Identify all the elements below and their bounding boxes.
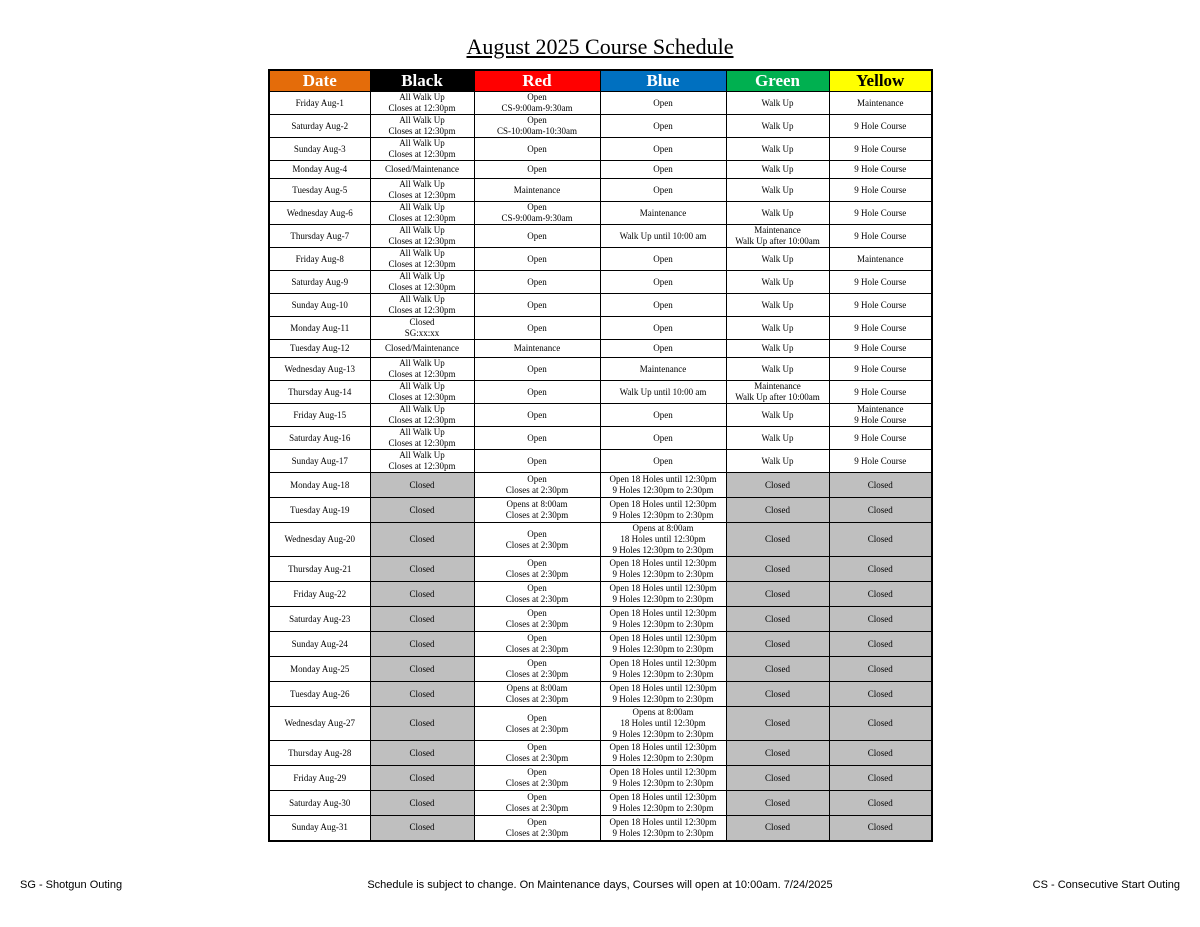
cell-yellow: 9 Hole Course bbox=[829, 179, 932, 202]
cell-red: Opens at 8:00am Closes at 2:30pm bbox=[474, 682, 600, 707]
cell-blue: Walk Up until 10:00 am bbox=[600, 381, 726, 404]
cell-green: Walk Up bbox=[726, 358, 829, 381]
cell-green: Walk Up bbox=[726, 202, 829, 225]
cell-red: Open Closes at 2:30pm bbox=[474, 632, 600, 657]
cell-green: Walk Up bbox=[726, 404, 829, 427]
cell-blue: Open bbox=[600, 271, 726, 294]
cell-blue: Opens at 8:00am 18 Holes until 12:30pm 9 Holes 12:30pm to 2:30pm bbox=[600, 523, 726, 557]
cell-black: Closed bbox=[370, 791, 474, 816]
cell-green: Closed bbox=[726, 607, 829, 632]
cell-date: Saturday Aug-2 bbox=[269, 115, 370, 138]
table-row bbox=[269, 202, 932, 225]
cell-green: Walk Up bbox=[726, 248, 829, 271]
cell-date: Monday Aug-25 bbox=[269, 657, 370, 682]
cell-yellow: 9 Hole Course bbox=[829, 381, 932, 404]
cell-yellow: Closed bbox=[829, 557, 932, 582]
cell-black: Closed bbox=[370, 582, 474, 607]
table-row bbox=[269, 225, 932, 248]
cell-black: Closed bbox=[370, 632, 474, 657]
cell-red: Open CS-10:00am-10:30am bbox=[474, 115, 600, 138]
cell-red: Open Closes at 2:30pm bbox=[474, 473, 600, 498]
cell-green: Walk Up bbox=[726, 317, 829, 340]
table-row bbox=[269, 741, 932, 766]
cell-black: Closed bbox=[370, 741, 474, 766]
cell-red: Open Closes at 2:30pm bbox=[474, 766, 600, 791]
schedule-body bbox=[269, 92, 932, 841]
cell-green: Closed bbox=[726, 741, 829, 766]
cell-green: Walk Up bbox=[726, 340, 829, 358]
cell-green: Closed bbox=[726, 498, 829, 523]
table-row bbox=[269, 607, 932, 632]
cell-blue: Open bbox=[600, 161, 726, 179]
cell-black: All Walk Up Closes at 12:30pm bbox=[370, 358, 474, 381]
cell-yellow: 9 Hole Course bbox=[829, 138, 932, 161]
cell-black: Closed bbox=[370, 816, 474, 841]
cell-date: Wednesday Aug-6 bbox=[269, 202, 370, 225]
cell-black: All Walk Up Closes at 12:30pm bbox=[370, 450, 474, 473]
cell-black: Closed bbox=[370, 557, 474, 582]
cell-blue: Open bbox=[600, 92, 726, 115]
cell-date: Saturday Aug-23 bbox=[269, 607, 370, 632]
cell-date: Saturday Aug-30 bbox=[269, 791, 370, 816]
table-row bbox=[269, 115, 932, 138]
cell-black: Closed SG:xx:xx bbox=[370, 317, 474, 340]
cell-blue: Open 18 Holes until 12:30pm 9 Holes 12:30pm to 2:30pm bbox=[600, 632, 726, 657]
cell-red: Open Closes at 2:30pm bbox=[474, 816, 600, 841]
cell-red: Open Closes at 2:30pm bbox=[474, 707, 600, 741]
cell-yellow: Closed bbox=[829, 791, 932, 816]
cell-date: Tuesday Aug-5 bbox=[269, 179, 370, 202]
cell-black: All Walk Up Closes at 12:30pm bbox=[370, 404, 474, 427]
cell-yellow: 9 Hole Course bbox=[829, 294, 932, 317]
cell-red: Open bbox=[474, 248, 600, 271]
cell-blue: Open 18 Holes until 12:30pm 9 Holes 12:30pm to 2:30pm bbox=[600, 582, 726, 607]
cell-blue: Open bbox=[600, 138, 726, 161]
cell-yellow: Closed bbox=[829, 657, 932, 682]
cell-blue: Open 18 Holes until 12:30pm 9 Holes 12:30pm to 2:30pm bbox=[600, 766, 726, 791]
cell-red: Open bbox=[474, 381, 600, 404]
cell-yellow: Closed bbox=[829, 582, 932, 607]
cell-red: Open bbox=[474, 161, 600, 179]
cell-red: Open bbox=[474, 317, 600, 340]
cell-date: Thursday Aug-14 bbox=[269, 381, 370, 404]
footer-legend-shotgun: SG - Shotgun Outing bbox=[20, 879, 123, 891]
cell-red: Open CS-9:00am-9:30am bbox=[474, 202, 600, 225]
cell-yellow: Closed bbox=[829, 607, 932, 632]
cell-yellow: 9 Hole Course bbox=[829, 202, 932, 225]
course-schedule-table bbox=[268, 69, 933, 842]
table-row bbox=[269, 358, 932, 381]
cell-date: Tuesday Aug-26 bbox=[269, 682, 370, 707]
cell-blue: Maintenance bbox=[600, 202, 726, 225]
cell-blue: Open 18 Holes until 12:30pm 9 Holes 12:30pm to 2:30pm bbox=[600, 657, 726, 682]
cell-green: Walk Up bbox=[726, 294, 829, 317]
cell-black: Closed bbox=[370, 523, 474, 557]
column-header-black: Black bbox=[370, 70, 474, 92]
cell-blue: Open 18 Holes until 12:30pm 9 Holes 12:30pm to 2:30pm bbox=[600, 607, 726, 632]
cell-red: Open bbox=[474, 271, 600, 294]
cell-red: Open bbox=[474, 358, 600, 381]
cell-blue: Open bbox=[600, 317, 726, 340]
cell-date: Friday Aug-22 bbox=[269, 582, 370, 607]
cell-black: All Walk Up Closes at 12:30pm bbox=[370, 179, 474, 202]
cell-black: Closed/Maintenance bbox=[370, 340, 474, 358]
column-header-red: Red bbox=[474, 70, 600, 92]
table-row bbox=[269, 317, 932, 340]
footer-note: Schedule is subject to change. On Maintenance days, Courses will open at 10:00am. 7/24/2025 bbox=[367, 879, 833, 891]
cell-green: Closed bbox=[726, 816, 829, 841]
cell-date: Wednesday Aug-13 bbox=[269, 358, 370, 381]
cell-red: Open bbox=[474, 404, 600, 427]
cell-blue: Open bbox=[600, 427, 726, 450]
cell-black: All Walk Up Closes at 12:30pm bbox=[370, 294, 474, 317]
header-row bbox=[269, 70, 932, 92]
table-row bbox=[269, 381, 932, 404]
cell-yellow: Closed bbox=[829, 741, 932, 766]
cell-yellow: 9 Hole Course bbox=[829, 427, 932, 450]
cell-yellow: Closed bbox=[829, 523, 932, 557]
cell-red: Open bbox=[474, 138, 600, 161]
cell-green: Walk Up bbox=[726, 450, 829, 473]
cell-blue: Maintenance bbox=[600, 358, 726, 381]
cell-blue: Open bbox=[600, 340, 726, 358]
cell-date: Saturday Aug-9 bbox=[269, 271, 370, 294]
cell-date: Thursday Aug-28 bbox=[269, 741, 370, 766]
cell-black: All Walk Up Closes at 12:30pm bbox=[370, 115, 474, 138]
cell-black: All Walk Up Closes at 12:30pm bbox=[370, 427, 474, 450]
cell-black: Closed/Maintenance bbox=[370, 161, 474, 179]
cell-red: Open Closes at 2:30pm bbox=[474, 741, 600, 766]
cell-red: Open bbox=[474, 294, 600, 317]
table-row bbox=[269, 557, 932, 582]
cell-black: Closed bbox=[370, 473, 474, 498]
cell-yellow: 9 Hole Course bbox=[829, 225, 932, 248]
cell-yellow: 9 Hole Course bbox=[829, 271, 932, 294]
cell-yellow: 9 Hole Course bbox=[829, 317, 932, 340]
cell-blue: Opens at 8:00am 18 Holes until 12:30pm 9 Holes 12:30pm to 2:30pm bbox=[600, 707, 726, 741]
cell-black: All Walk Up Closes at 12:30pm bbox=[370, 271, 474, 294]
cell-black: All Walk Up Closes at 12:30pm bbox=[370, 138, 474, 161]
table-row bbox=[269, 816, 932, 841]
cell-green: Walk Up bbox=[726, 179, 829, 202]
cell-black: Closed bbox=[370, 607, 474, 632]
cell-yellow: Maintenance bbox=[829, 248, 932, 271]
cell-date: Sunday Aug-17 bbox=[269, 450, 370, 473]
cell-red: Open Closes at 2:30pm bbox=[474, 557, 600, 582]
cell-yellow: 9 Hole Course bbox=[829, 450, 932, 473]
cell-green: Closed bbox=[726, 657, 829, 682]
table-row bbox=[269, 138, 932, 161]
cell-red: Open CS-9:00am-9:30am bbox=[474, 92, 600, 115]
cell-blue: Open 18 Holes until 12:30pm 9 Holes 12:30pm to 2:30pm bbox=[600, 741, 726, 766]
cell-date: Thursday Aug-7 bbox=[269, 225, 370, 248]
cell-green: Walk Up bbox=[726, 115, 829, 138]
cell-black: All Walk Up Closes at 12:30pm bbox=[370, 225, 474, 248]
cell-green: Walk Up bbox=[726, 427, 829, 450]
cell-blue: Walk Up until 10:00 am bbox=[600, 225, 726, 248]
cell-green: Closed bbox=[726, 523, 829, 557]
cell-blue: Open bbox=[600, 115, 726, 138]
cell-blue: Open 18 Holes until 12:30pm 9 Holes 12:30pm to 2:30pm bbox=[600, 557, 726, 582]
cell-green: Walk Up bbox=[726, 271, 829, 294]
cell-yellow: Maintenance 9 Hole Course bbox=[829, 404, 932, 427]
table-row bbox=[269, 92, 932, 115]
cell-red: Open bbox=[474, 427, 600, 450]
cell-yellow: Closed bbox=[829, 632, 932, 657]
cell-yellow: 9 Hole Course bbox=[829, 161, 932, 179]
cell-blue: Open 18 Holes until 12:30pm 9 Holes 12:30pm to 2:30pm bbox=[600, 816, 726, 841]
cell-green: Closed bbox=[726, 791, 829, 816]
table-row bbox=[269, 632, 932, 657]
cell-green: Closed bbox=[726, 473, 829, 498]
cell-black: All Walk Up Closes at 12:30pm bbox=[370, 248, 474, 271]
cell-black: Closed bbox=[370, 657, 474, 682]
table-row bbox=[269, 582, 932, 607]
cell-blue: Open bbox=[600, 294, 726, 317]
cell-black: Closed bbox=[370, 498, 474, 523]
cell-yellow: Closed bbox=[829, 498, 932, 523]
table-row bbox=[269, 161, 932, 179]
cell-green: Maintenance Walk Up after 10:00am bbox=[726, 381, 829, 404]
column-header-date: Date bbox=[269, 70, 370, 92]
cell-yellow: Closed bbox=[829, 473, 932, 498]
table-row bbox=[269, 179, 932, 202]
table-row bbox=[269, 766, 932, 791]
cell-green: Closed bbox=[726, 582, 829, 607]
table-row bbox=[269, 682, 932, 707]
cell-green: Closed bbox=[726, 632, 829, 657]
cell-blue: Open 18 Holes until 12:30pm 9 Holes 12:30pm to 2:30pm bbox=[600, 682, 726, 707]
cell-black: All Walk Up Closes at 12:30pm bbox=[370, 381, 474, 404]
cell-black: Closed bbox=[370, 707, 474, 741]
column-header-green: Green bbox=[726, 70, 829, 92]
cell-yellow: Closed bbox=[829, 682, 932, 707]
cell-date: Monday Aug-18 bbox=[269, 473, 370, 498]
cell-date: Sunday Aug-24 bbox=[269, 632, 370, 657]
cell-yellow: Closed bbox=[829, 707, 932, 741]
cell-red: Open Closes at 2:30pm bbox=[474, 657, 600, 682]
cell-blue: Open bbox=[600, 404, 726, 427]
cell-date: Tuesday Aug-12 bbox=[269, 340, 370, 358]
cell-green: Closed bbox=[726, 766, 829, 791]
cell-black: Closed bbox=[370, 682, 474, 707]
table-row bbox=[269, 707, 932, 741]
cell-green: Maintenance Walk Up after 10:00am bbox=[726, 225, 829, 248]
cell-black: Closed bbox=[370, 766, 474, 791]
cell-blue: Open bbox=[600, 179, 726, 202]
cell-yellow: Maintenance bbox=[829, 92, 932, 115]
table-row bbox=[269, 248, 932, 271]
cell-green: Closed bbox=[726, 682, 829, 707]
table-row bbox=[269, 450, 932, 473]
cell-date: Friday Aug-29 bbox=[269, 766, 370, 791]
cell-green: Closed bbox=[726, 707, 829, 741]
cell-date: Monday Aug-11 bbox=[269, 317, 370, 340]
table-row bbox=[269, 340, 932, 358]
table-row bbox=[269, 404, 932, 427]
table-row bbox=[269, 427, 932, 450]
table-row bbox=[269, 294, 932, 317]
cell-date: Friday Aug-15 bbox=[269, 404, 370, 427]
cell-red: Open bbox=[474, 225, 600, 248]
cell-yellow: 9 Hole Course bbox=[829, 340, 932, 358]
cell-date: Sunday Aug-31 bbox=[269, 816, 370, 841]
column-header-blue: Blue bbox=[600, 70, 726, 92]
footer-legend-consecutive: CS - Consecutive Start Outing bbox=[1032, 879, 1180, 891]
cell-date: Wednesday Aug-20 bbox=[269, 523, 370, 557]
cell-red: Open bbox=[474, 450, 600, 473]
cell-yellow: 9 Hole Course bbox=[829, 115, 932, 138]
page-title: August 2025 Course Schedule bbox=[466, 34, 734, 59]
cell-blue: Open 18 Holes until 12:30pm 9 Holes 12:30pm to 2:30pm bbox=[600, 473, 726, 498]
cell-date: Thursday Aug-21 bbox=[269, 557, 370, 582]
cell-date: Friday Aug-8 bbox=[269, 248, 370, 271]
cell-red: Open Closes at 2:30pm bbox=[474, 582, 600, 607]
cell-green: Closed bbox=[726, 557, 829, 582]
column-header-yellow: Yellow bbox=[829, 70, 932, 92]
cell-date: Sunday Aug-3 bbox=[269, 138, 370, 161]
cell-blue: Open 18 Holes until 12:30pm 9 Holes 12:30pm to 2:30pm bbox=[600, 791, 726, 816]
cell-red: Open Closes at 2:30pm bbox=[474, 523, 600, 557]
table-row bbox=[269, 657, 932, 682]
cell-black: All Walk Up Closes at 12:30pm bbox=[370, 202, 474, 225]
cell-date: Monday Aug-4 bbox=[269, 161, 370, 179]
table-row bbox=[269, 791, 932, 816]
table-row bbox=[269, 498, 932, 523]
cell-blue: Open bbox=[600, 248, 726, 271]
cell-blue: Open bbox=[600, 450, 726, 473]
cell-red: Open Closes at 2:30pm bbox=[474, 607, 600, 632]
cell-date: Friday Aug-1 bbox=[269, 92, 370, 115]
table-row bbox=[269, 523, 932, 557]
cell-red: Maintenance bbox=[474, 179, 600, 202]
cell-red: Maintenance bbox=[474, 340, 600, 358]
cell-red: Opens at 8:00am Closes at 2:30pm bbox=[474, 498, 600, 523]
table-row bbox=[269, 271, 932, 294]
cell-green: Walk Up bbox=[726, 92, 829, 115]
cell-date: Saturday Aug-16 bbox=[269, 427, 370, 450]
cell-date: Tuesday Aug-19 bbox=[269, 498, 370, 523]
table-row bbox=[269, 473, 932, 498]
cell-green: Walk Up bbox=[726, 161, 829, 179]
cell-green: Walk Up bbox=[726, 138, 829, 161]
cell-yellow: Closed bbox=[829, 816, 932, 841]
cell-yellow: 9 Hole Course bbox=[829, 358, 932, 381]
cell-red: Open Closes at 2:30pm bbox=[474, 791, 600, 816]
cell-blue: Open 18 Holes until 12:30pm 9 Holes 12:30pm to 2:30pm bbox=[600, 498, 726, 523]
cell-date: Wednesday Aug-27 bbox=[269, 707, 370, 741]
cell-yellow: Closed bbox=[829, 766, 932, 791]
cell-black: All Walk Up Closes at 12:30pm bbox=[370, 92, 474, 115]
cell-date: Sunday Aug-10 bbox=[269, 294, 370, 317]
